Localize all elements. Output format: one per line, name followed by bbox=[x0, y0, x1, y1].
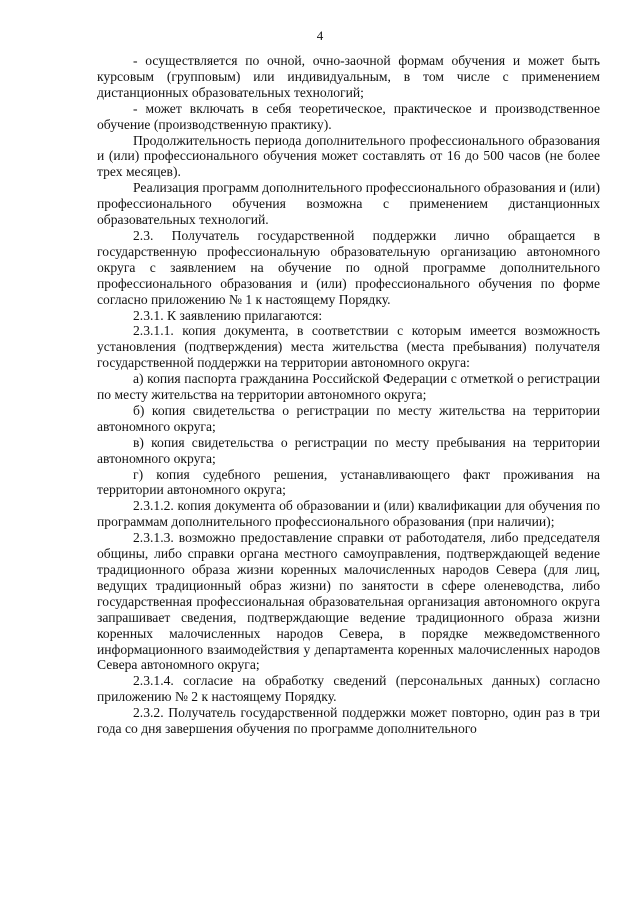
paragraph: б) копия свидетельства о регистрации по месту жительства на территории автономного округа; bbox=[97, 402, 600, 434]
paragraph: г) копия судебного решения, устанавливающего факт проживания на территории автономного округа; bbox=[97, 466, 600, 498]
paragraph: - может включать в себя теоретическое, практическое и производственное обучение (производственную практику). bbox=[97, 100, 600, 132]
paragraph: 2.3.1. К заявлению прилагаются: bbox=[133, 307, 323, 323]
page-number: 4 bbox=[316, 28, 324, 43]
paragraph: 2.3.1.1. копия документа, в соответствии с которым имеется возможность установления (подтверждения) места жительства (места пребывания) получателя государственной поддержки на территории автономного округа: bbox=[97, 323, 600, 371]
paragraph: Реализация программ дополнительного профессионального образования и (или) профессионального обучения возможна с применением дистанционных образовательных технологий. bbox=[97, 180, 600, 228]
paragraph: - осуществляется по очной, очно-заочной формам обучения и может быть курсовым (групповым) или индивидуальным, в том числе с применением дистанционных образовательных технологий; bbox=[97, 53, 600, 100]
paragraph: Продолжительность периода дополнительного профессионального образования и (или) профессионального обучения может составлять от 16 до 500 часов (не более трех месяцев). bbox=[97, 132, 600, 180]
paragraph: а) копия паспорта гражданина Российской Федерации с отметкой о регистрации по месту жительства на территории автономного округа; bbox=[97, 371, 600, 403]
paragraph: 2.3.1.3. возможно предоставление справки от работодателя, либо председателя общины, либо справки органа местного самоуправления, подтверждающей ведение традиционного образа жизни коренных малочисленных народов Севера (для лиц, ведущих традиционный образ жизни) по занятости в сфере оленеводства, либо государственная профессиональная образовательная организация автономного округа запрашивает сведения, подтверждающие ведение традиционного образа жизни коренных малочисленных народов Севера, в порядке межведомственного информационного взаимодействия у департамента коренных малочисленных народов Севера автономного округа; bbox=[97, 530, 600, 673]
paragraph: 2.3.1.2. копия документа об образовании и (или) квалификации для обучения по программам дополнительного профессионального образования (при наличии); bbox=[97, 498, 600, 530]
paragraph: 2.3.1.4. согласие на обработку сведений (персональных данных) согласно приложению № 2 к настоящему Порядку. bbox=[97, 673, 600, 705]
paragraph: 2.3.2. Получатель государственной поддержки может повторно, один раз в три года со дня завершения обучения по программе дополнительного bbox=[97, 705, 600, 737]
paragraph: в) копия свидетельства о регистрации по месту пребывания на территории автономного округа; bbox=[97, 434, 600, 466]
document-body bbox=[97, 53, 600, 737]
paragraph: 2.3. Получатель государственной поддержки лично обращается в государственную профессиональную образовательную организацию автономного округа с заявлением на обучение по одной программе дополнительного профессионального образования и (или) профессионального обучения по форме согласно приложению № 1 к настоящему Порядку. bbox=[97, 227, 600, 307]
